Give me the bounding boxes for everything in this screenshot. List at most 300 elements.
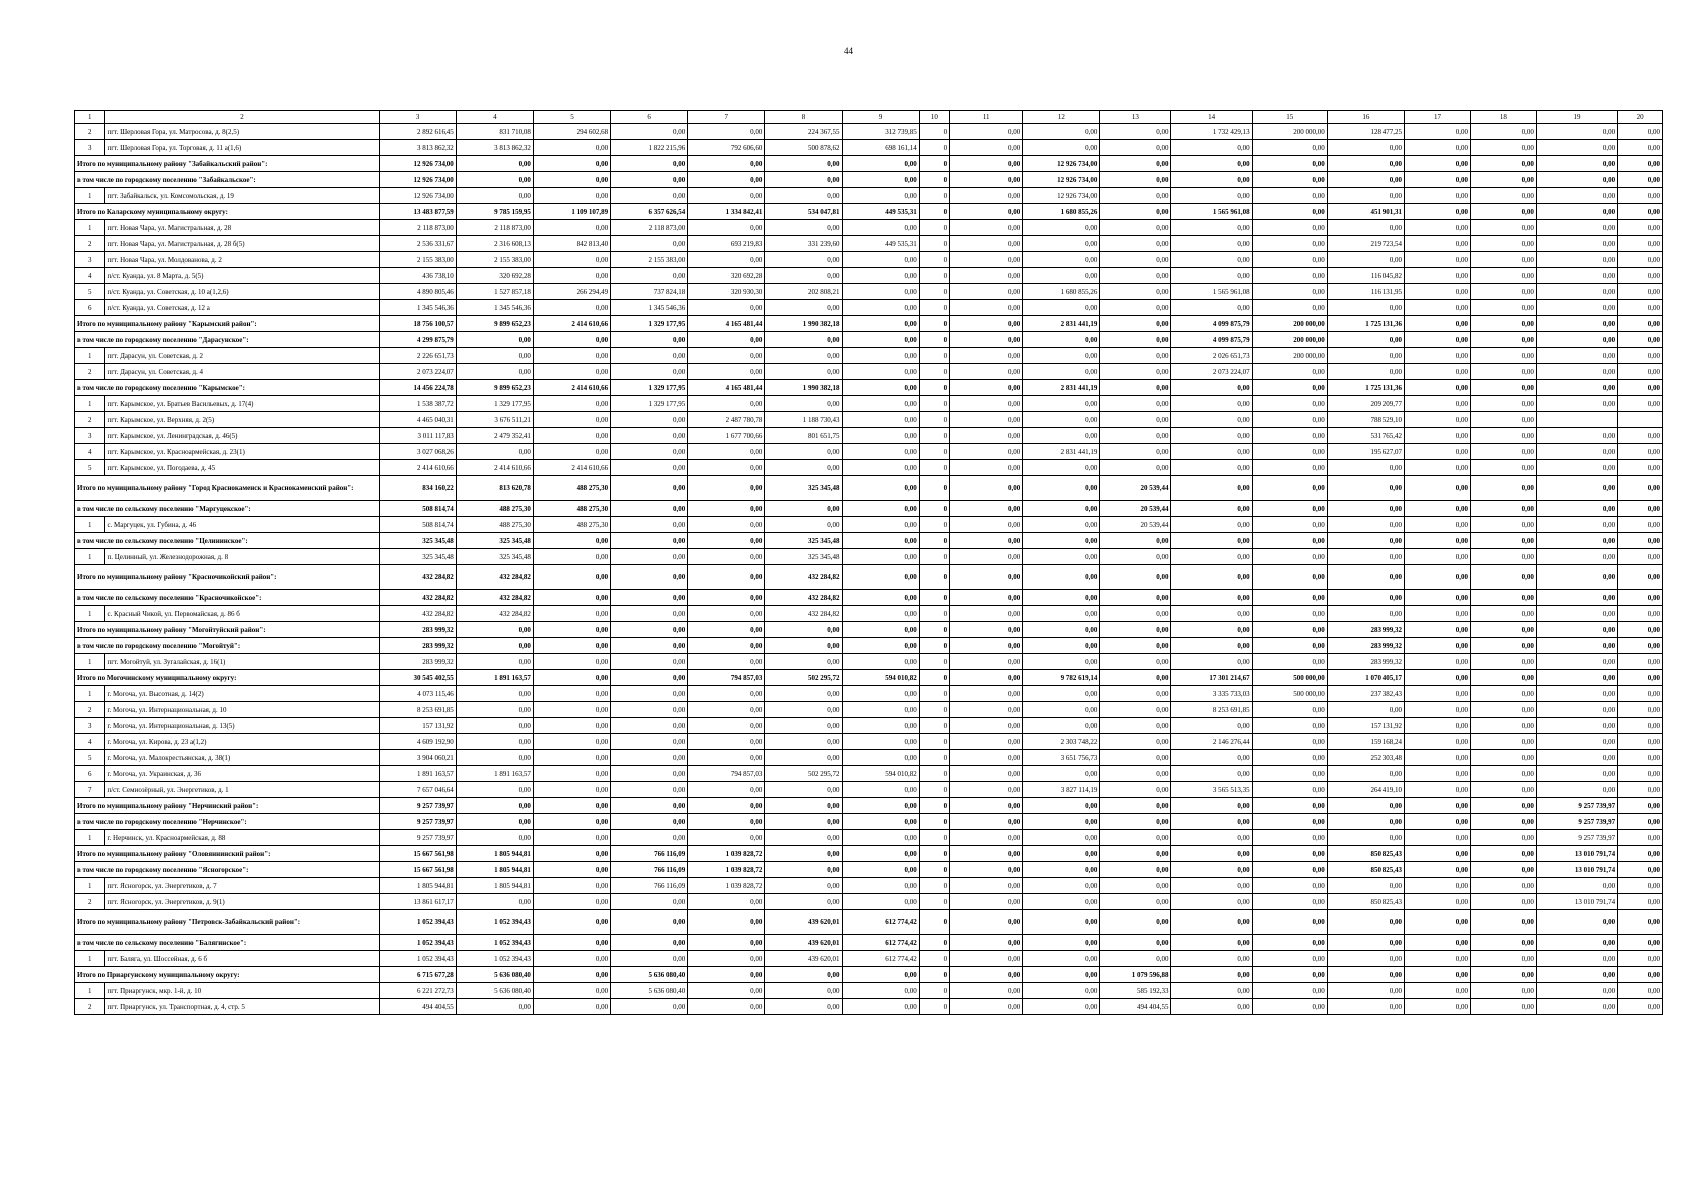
row-number: 3 bbox=[75, 252, 105, 268]
value-cell: 0,00 bbox=[1100, 156, 1171, 172]
value-cell: 0,00 bbox=[1100, 549, 1171, 565]
value-cell: 0,00 bbox=[765, 348, 842, 364]
row-number: 1 bbox=[75, 549, 105, 565]
value-cell: 0,00 bbox=[533, 396, 610, 412]
value-cell: 0,00 bbox=[1023, 476, 1100, 501]
value-cell: 0 bbox=[919, 766, 949, 782]
value-cell: 2 414 610,66 bbox=[533, 316, 610, 332]
value-cell: 0,00 bbox=[765, 702, 842, 718]
value-cell: 0,00 bbox=[611, 935, 688, 951]
value-cell: 0,00 bbox=[950, 734, 1023, 750]
value-cell: 0,00 bbox=[1171, 549, 1252, 565]
value-cell: 0,00 bbox=[1023, 606, 1100, 622]
value-cell: 0,00 bbox=[688, 348, 765, 364]
value-cell: 0,00 bbox=[842, 517, 919, 533]
value-cell: 0 bbox=[919, 460, 949, 476]
value-cell: 0,00 bbox=[1470, 846, 1536, 862]
value-cell: 0,00 bbox=[1404, 268, 1470, 284]
value-cell: 283 999,32 bbox=[1327, 638, 1404, 654]
value-cell: 842 813,40 bbox=[533, 236, 610, 252]
value-cell: 439 620,01 bbox=[765, 951, 842, 967]
value-cell: 200 000,00 bbox=[1252, 124, 1327, 140]
value-cell: 0,00 bbox=[1100, 300, 1171, 316]
value-cell: 0,00 bbox=[1618, 830, 1663, 846]
value-cell: 0,00 bbox=[1536, 501, 1617, 517]
address-cell: пгт. Карымское, ул. Ленинградская, д. 46(5) bbox=[105, 428, 379, 444]
value-cell: 0 bbox=[919, 204, 949, 220]
header-cell: 7 bbox=[688, 111, 765, 124]
value-cell: 0,00 bbox=[1252, 967, 1327, 983]
value-cell: 0,00 bbox=[950, 533, 1023, 549]
value-cell: 0,00 bbox=[1618, 476, 1663, 501]
value-cell: 0,00 bbox=[1536, 476, 1617, 501]
value-cell: 0,00 bbox=[1470, 380, 1536, 396]
value-cell: 0,00 bbox=[533, 702, 610, 718]
value-cell: 0,00 bbox=[1252, 999, 1327, 1015]
value-cell: 0,00 bbox=[1171, 814, 1252, 830]
value-cell: 0,00 bbox=[765, 846, 842, 862]
value-cell: 3 813 862,32 bbox=[379, 140, 456, 156]
value-cell: 1 345 546,36 bbox=[611, 300, 688, 316]
value-cell: 0 bbox=[919, 124, 949, 140]
value-cell: 0,00 bbox=[611, 910, 688, 935]
value-cell: 0,00 bbox=[842, 654, 919, 670]
table-row bbox=[75, 380, 1663, 396]
value-cell: 325 345,48 bbox=[379, 549, 456, 565]
group-label: в том числе по городскому поселению "Нерчинское": bbox=[75, 814, 380, 830]
value-cell: 0,00 bbox=[1470, 734, 1536, 750]
value-cell: 0,00 bbox=[688, 734, 765, 750]
value-cell: 4 299 875,79 bbox=[379, 332, 456, 348]
value-cell: 0,00 bbox=[688, 533, 765, 549]
value-cell: 439 620,01 bbox=[765, 935, 842, 951]
value-cell: 0,00 bbox=[1100, 316, 1171, 332]
value-cell: 0,00 bbox=[1100, 284, 1171, 300]
value-cell: 0,00 bbox=[1536, 460, 1617, 476]
value-cell: 0,00 bbox=[842, 476, 919, 501]
value-cell: 0,00 bbox=[1618, 878, 1663, 894]
value-cell: 0,00 bbox=[1252, 830, 1327, 846]
value-cell: 1 345 546,36 bbox=[379, 300, 456, 316]
value-cell: 0,00 bbox=[1618, 638, 1663, 654]
table-row bbox=[75, 798, 1663, 814]
value-cell: 0,00 bbox=[456, 654, 533, 670]
value-cell: 0,00 bbox=[1536, 188, 1617, 204]
value-cell: 0,00 bbox=[842, 300, 919, 316]
value-cell: 0,00 bbox=[1404, 878, 1470, 894]
value-cell: 0,00 bbox=[1470, 220, 1536, 236]
value-cell: 0 bbox=[919, 590, 949, 606]
value-cell: 0,00 bbox=[1618, 220, 1663, 236]
value-cell: 0,00 bbox=[1252, 460, 1327, 476]
table-row bbox=[75, 188, 1663, 204]
value-cell: 0,00 bbox=[1327, 983, 1404, 999]
value-cell: 0,00 bbox=[1618, 622, 1663, 638]
value-cell: 0,00 bbox=[1023, 910, 1100, 935]
value-cell: 0,00 bbox=[1171, 590, 1252, 606]
value-cell: 9 257 739,97 bbox=[1536, 830, 1617, 846]
value-cell: 0,00 bbox=[1404, 766, 1470, 782]
value-cell: 6 221 272,73 bbox=[379, 983, 456, 999]
value-cell: 0,00 bbox=[1618, 332, 1663, 348]
value-cell: 8 253 691,85 bbox=[1171, 702, 1252, 718]
table-row bbox=[75, 830, 1663, 846]
value-cell: 0,00 bbox=[1100, 622, 1171, 638]
value-cell: 0,00 bbox=[842, 268, 919, 284]
value-cell: 0,00 bbox=[533, 533, 610, 549]
value-cell: 0,00 bbox=[1171, 951, 1252, 967]
address-cell: п/ст. Куанда, ул. 8 Марта, д. 5(5) bbox=[105, 268, 379, 284]
value-cell: 0,00 bbox=[688, 638, 765, 654]
value-cell: 0,00 bbox=[950, 364, 1023, 380]
address-cell: пгт. Дарасун, ул. Советская, д. 4 bbox=[105, 364, 379, 380]
address-cell: г. Могоча, ул. Интернациональная, д. 10 bbox=[105, 702, 379, 718]
value-cell: 0,00 bbox=[611, 517, 688, 533]
value-cell: 0,00 bbox=[1252, 188, 1327, 204]
value-cell: 0,00 bbox=[1023, 348, 1100, 364]
table-row bbox=[75, 766, 1663, 782]
value-cell: 766 116,09 bbox=[611, 846, 688, 862]
value-cell: 0,00 bbox=[611, 814, 688, 830]
value-cell: 0,00 bbox=[533, 606, 610, 622]
value-cell: 0,00 bbox=[533, 364, 610, 380]
value-cell: 0,00 bbox=[1618, 364, 1663, 380]
value-cell: 0,00 bbox=[1327, 156, 1404, 172]
value-cell: 0,00 bbox=[688, 686, 765, 702]
value-cell: 2 536 331,67 bbox=[379, 236, 456, 252]
value-cell: 0 bbox=[919, 670, 949, 686]
value-cell: 0,00 bbox=[1171, 517, 1252, 533]
table-row bbox=[75, 501, 1663, 517]
value-cell: 0,00 bbox=[1252, 268, 1327, 284]
value-cell: 0,00 bbox=[533, 935, 610, 951]
table-row bbox=[75, 252, 1663, 268]
value-cell: 4 165 481,44 bbox=[688, 380, 765, 396]
group-label: в том числе по городскому поселению "Забайкальское": bbox=[75, 172, 380, 188]
value-cell: 13 861 617,17 bbox=[379, 894, 456, 910]
value-cell: 0,00 bbox=[611, 348, 688, 364]
value-cell: 0,00 bbox=[842, 894, 919, 910]
value-cell: 0,00 bbox=[1252, 252, 1327, 268]
value-cell: 0,00 bbox=[842, 846, 919, 862]
value-cell: 0,00 bbox=[842, 460, 919, 476]
value-cell: 331 239,60 bbox=[765, 236, 842, 252]
group-label: Итого по Приаргунскому муниципальному округу: bbox=[75, 967, 380, 983]
value-cell: 1 680 855,26 bbox=[1023, 204, 1100, 220]
value-cell: 494 404,55 bbox=[379, 999, 456, 1015]
value-cell: 0,00 bbox=[1536, 782, 1617, 798]
value-cell: 0,00 bbox=[533, 862, 610, 878]
group-label: Итого по муниципальному району "Красночикойский район": bbox=[75, 565, 380, 590]
group-label: в том числе по городскому поселению "Карымское": bbox=[75, 380, 380, 396]
value-cell: 0,00 bbox=[765, 396, 842, 412]
value-cell: 0,00 bbox=[765, 750, 842, 766]
value-cell: 0,00 bbox=[533, 766, 610, 782]
value-cell: 264 419,10 bbox=[1327, 782, 1404, 798]
value-cell: 1 538 387,72 bbox=[379, 396, 456, 412]
value-cell: 0,00 bbox=[765, 878, 842, 894]
value-cell: 0,00 bbox=[1618, 188, 1663, 204]
value-cell: 0,00 bbox=[1404, 951, 1470, 967]
header-cell: 10 bbox=[919, 111, 949, 124]
value-cell: 0,00 bbox=[1404, 718, 1470, 734]
value-cell: 0,00 bbox=[950, 718, 1023, 734]
value-cell: 12 926 734,00 bbox=[379, 172, 456, 188]
value-cell: 0,00 bbox=[456, 348, 533, 364]
row-number: 4 bbox=[75, 268, 105, 284]
group-label: Итого по муниципальному району "Город Краснокаменск и Краснокаменский район": bbox=[75, 476, 380, 501]
value-cell: 612 774,42 bbox=[842, 910, 919, 935]
value-cell: 0,00 bbox=[1023, 622, 1100, 638]
value-cell: 0,00 bbox=[1404, 798, 1470, 814]
value-cell: 0,00 bbox=[1536, 638, 1617, 654]
value-cell: 15 667 561,98 bbox=[379, 846, 456, 862]
value-cell: 0,00 bbox=[1404, 444, 1470, 460]
value-cell: 0,00 bbox=[842, 549, 919, 565]
value-cell: 502 295,72 bbox=[765, 670, 842, 686]
value-cell: 0,00 bbox=[1536, 348, 1617, 364]
group-label: в том числе по городскому поселению "Ясногорское": bbox=[75, 862, 380, 878]
value-cell: 0,00 bbox=[1023, 967, 1100, 983]
value-cell: 0,00 bbox=[1536, 654, 1617, 670]
value-cell: 0,00 bbox=[456, 332, 533, 348]
value-cell: 1 725 131,36 bbox=[1327, 380, 1404, 396]
value-cell: 0,00 bbox=[1023, 686, 1100, 702]
value-cell: 0,00 bbox=[1536, 750, 1617, 766]
value-cell: 0,00 bbox=[611, 702, 688, 718]
value-cell: 2 892 616,45 bbox=[379, 124, 456, 140]
value-cell: 0,00 bbox=[1536, 300, 1617, 316]
value-cell: 0,00 bbox=[1618, 124, 1663, 140]
address-cell: пгт. Забайкальск, ул. Комсомольская, д. 19 bbox=[105, 188, 379, 204]
value-cell: 488 275,30 bbox=[456, 517, 533, 533]
value-cell: 0,00 bbox=[1171, 172, 1252, 188]
value-cell: 0,00 bbox=[533, 300, 610, 316]
value-cell: 0,00 bbox=[842, 396, 919, 412]
table-row bbox=[75, 750, 1663, 766]
value-cell: 0,00 bbox=[688, 517, 765, 533]
value-cell: 0,00 bbox=[842, 999, 919, 1015]
value-cell: 2 414 610,66 bbox=[456, 460, 533, 476]
value-cell: 0,00 bbox=[456, 734, 533, 750]
value-cell: 0,00 bbox=[456, 622, 533, 638]
value-cell: 0,00 bbox=[1327, 517, 1404, 533]
value-cell: 0,00 bbox=[688, 606, 765, 622]
value-cell: 488 275,30 bbox=[533, 476, 610, 501]
value-cell: 0 bbox=[919, 140, 949, 156]
value-cell: 0,00 bbox=[950, 252, 1023, 268]
value-cell: 0,00 bbox=[1404, 204, 1470, 220]
value-cell: 0,00 bbox=[1536, 622, 1617, 638]
value-cell: 0,00 bbox=[611, 654, 688, 670]
value-cell: 0,00 bbox=[1327, 590, 1404, 606]
value-cell: 0,00 bbox=[950, 814, 1023, 830]
value-cell: 0,00 bbox=[950, 967, 1023, 983]
value-cell: 0,00 bbox=[1404, 300, 1470, 316]
value-cell: 0,00 bbox=[950, 654, 1023, 670]
value-cell: 13 010 791,74 bbox=[1536, 862, 1617, 878]
value-cell: 0,00 bbox=[842, 878, 919, 894]
value-cell: 0,00 bbox=[950, 300, 1023, 316]
value-cell: 0,00 bbox=[1171, 501, 1252, 517]
value-cell: 1 329 177,95 bbox=[456, 396, 533, 412]
value-cell: 0,00 bbox=[1327, 476, 1404, 501]
value-cell: 0,00 bbox=[456, 702, 533, 718]
value-cell: 0,00 bbox=[1536, 316, 1617, 332]
value-cell: 0,00 bbox=[688, 444, 765, 460]
value-cell: 0,00 bbox=[688, 501, 765, 517]
value-cell: 0,00 bbox=[1023, 517, 1100, 533]
value-cell: 2 831 441,19 bbox=[1023, 316, 1100, 332]
value-cell: 0,00 bbox=[1327, 172, 1404, 188]
value-cell: 9 899 652,23 bbox=[456, 380, 533, 396]
table-row bbox=[75, 999, 1663, 1015]
value-cell: 0,00 bbox=[1470, 268, 1536, 284]
value-cell: 0,00 bbox=[950, 878, 1023, 894]
value-cell: 0,00 bbox=[1470, 702, 1536, 718]
value-cell: 0,00 bbox=[1100, 782, 1171, 798]
value-cell: 0,00 bbox=[765, 999, 842, 1015]
value-cell: 0,00 bbox=[1536, 670, 1617, 686]
row-number: 1 bbox=[75, 396, 105, 412]
value-cell: 0,00 bbox=[1618, 565, 1663, 590]
value-cell: 12 926 734,00 bbox=[379, 188, 456, 204]
value-cell: 0,00 bbox=[688, 910, 765, 935]
value-cell: 0,00 bbox=[533, 686, 610, 702]
value-cell: 13 483 877,59 bbox=[379, 204, 456, 220]
value-cell: 116 131,95 bbox=[1327, 284, 1404, 300]
value-cell: 0,00 bbox=[1100, 380, 1171, 396]
value-cell: 0,00 bbox=[950, 549, 1023, 565]
value-cell: 0,00 bbox=[765, 460, 842, 476]
value-cell: 0,00 bbox=[533, 798, 610, 814]
value-cell: 0,00 bbox=[688, 156, 765, 172]
row-number: 5 bbox=[75, 460, 105, 476]
value-cell: 0,00 bbox=[533, 654, 610, 670]
value-cell: 0,00 bbox=[1536, 718, 1617, 734]
row-number: 4 bbox=[75, 734, 105, 750]
value-cell: 0 bbox=[919, 476, 949, 501]
value-cell: 0,00 bbox=[1023, 236, 1100, 252]
row-number: 2 bbox=[75, 999, 105, 1015]
value-cell: 449 535,31 bbox=[842, 236, 919, 252]
table-row bbox=[75, 284, 1663, 300]
value-cell: 0,00 bbox=[1171, 766, 1252, 782]
value-cell: 325 345,48 bbox=[456, 533, 533, 549]
value-cell: 0,00 bbox=[1618, 316, 1663, 332]
value-cell: 0,00 bbox=[688, 951, 765, 967]
value-cell: 9 257 739,97 bbox=[1536, 814, 1617, 830]
value-cell: 0,00 bbox=[765, 894, 842, 910]
group-label: Итого по муниципальному району "Петровск-Забайкальский район": bbox=[75, 910, 380, 935]
value-cell: 0 bbox=[919, 830, 949, 846]
value-cell: 2 146 276,44 bbox=[1171, 734, 1252, 750]
value-cell: 432 284,82 bbox=[379, 606, 456, 622]
value-cell: 0,00 bbox=[1470, 935, 1536, 951]
value-cell: 0,00 bbox=[1404, 606, 1470, 622]
value-cell: 12 926 734,00 bbox=[1023, 156, 1100, 172]
value-cell: 0 bbox=[919, 428, 949, 444]
row-number: 6 bbox=[75, 300, 105, 316]
header-cell: 6 bbox=[611, 111, 688, 124]
value-cell: 0,00 bbox=[611, 428, 688, 444]
value-cell: 0,00 bbox=[842, 501, 919, 517]
value-cell: 0,00 bbox=[1470, 638, 1536, 654]
value-cell: 0,00 bbox=[1327, 935, 1404, 951]
value-cell: 0,00 bbox=[1100, 951, 1171, 967]
value-cell: 0,00 bbox=[1171, 878, 1252, 894]
value-cell: 0,00 bbox=[1618, 501, 1663, 517]
value-cell: 1 052 394,43 bbox=[379, 910, 456, 935]
value-cell: 13 010 791,74 bbox=[1536, 846, 1617, 862]
value-cell: 0,00 bbox=[1470, 501, 1536, 517]
value-cell: 0,00 bbox=[611, 798, 688, 814]
value-cell: 0,00 bbox=[1171, 476, 1252, 501]
value-cell: 0,00 bbox=[533, 172, 610, 188]
value-cell: 0,00 bbox=[1252, 476, 1327, 501]
value-cell: 0,00 bbox=[1171, 380, 1252, 396]
value-cell: 0,00 bbox=[688, 188, 765, 204]
value-cell: 0,00 bbox=[611, 782, 688, 798]
value-cell: 0,00 bbox=[611, 999, 688, 1015]
value-cell: 0,00 bbox=[1023, 565, 1100, 590]
row-number: 6 bbox=[75, 766, 105, 782]
value-cell: 0,00 bbox=[1252, 878, 1327, 894]
value-cell: 128 477,25 bbox=[1327, 124, 1404, 140]
value-cell: 0,00 bbox=[1171, 967, 1252, 983]
value-cell: 0,00 bbox=[688, 364, 765, 380]
value-cell: 0 bbox=[919, 638, 949, 654]
value-cell: 0,00 bbox=[765, 444, 842, 460]
value-cell: 0,00 bbox=[1404, 284, 1470, 300]
value-cell: 0,00 bbox=[1618, 935, 1663, 951]
row-number: 2 bbox=[75, 412, 105, 428]
value-cell: 2 414 610,66 bbox=[533, 380, 610, 396]
value-cell: 0,00 bbox=[1470, 348, 1536, 364]
value-cell: 0,00 bbox=[1100, 172, 1171, 188]
value-cell: 0,00 bbox=[1618, 300, 1663, 316]
value-cell: 0,00 bbox=[1470, 476, 1536, 501]
value-cell: 0,00 bbox=[950, 316, 1023, 332]
value-cell: 0,00 bbox=[950, 686, 1023, 702]
value-cell: 0 bbox=[919, 951, 949, 967]
value-cell: 9 257 739,97 bbox=[1536, 798, 1617, 814]
value-cell: 0,00 bbox=[1100, 830, 1171, 846]
value-cell: 0 bbox=[919, 172, 949, 188]
table-row bbox=[75, 862, 1663, 878]
value-cell: 0,00 bbox=[1252, 718, 1327, 734]
value-cell: 1 805 944,81 bbox=[379, 878, 456, 894]
value-cell: 0,00 bbox=[1618, 718, 1663, 734]
value-cell: 0,00 bbox=[1470, 999, 1536, 1015]
value-cell: 0 bbox=[919, 782, 949, 798]
value-cell: 0,00 bbox=[611, 332, 688, 348]
value-cell: 0,00 bbox=[1100, 734, 1171, 750]
value-cell: 0,00 bbox=[1252, 364, 1327, 380]
address-cell: п/ст. Куанда, ул. Советская, д. 12 а bbox=[105, 300, 379, 316]
value-cell: 17 301 214,67 bbox=[1171, 670, 1252, 686]
value-cell: 0,00 bbox=[456, 798, 533, 814]
value-cell: 0,00 bbox=[950, 444, 1023, 460]
value-cell: 0,00 bbox=[1023, 862, 1100, 878]
group-label: Итого по муниципальному району "Могойтуйский район": bbox=[75, 622, 380, 638]
row-number: 1 bbox=[75, 878, 105, 894]
value-cell: 0,00 bbox=[1536, 204, 1617, 220]
value-cell: 0,00 bbox=[1252, 766, 1327, 782]
header-cell: 13 bbox=[1100, 111, 1171, 124]
table-row bbox=[75, 894, 1663, 910]
value-cell: 0,00 bbox=[1618, 444, 1663, 460]
